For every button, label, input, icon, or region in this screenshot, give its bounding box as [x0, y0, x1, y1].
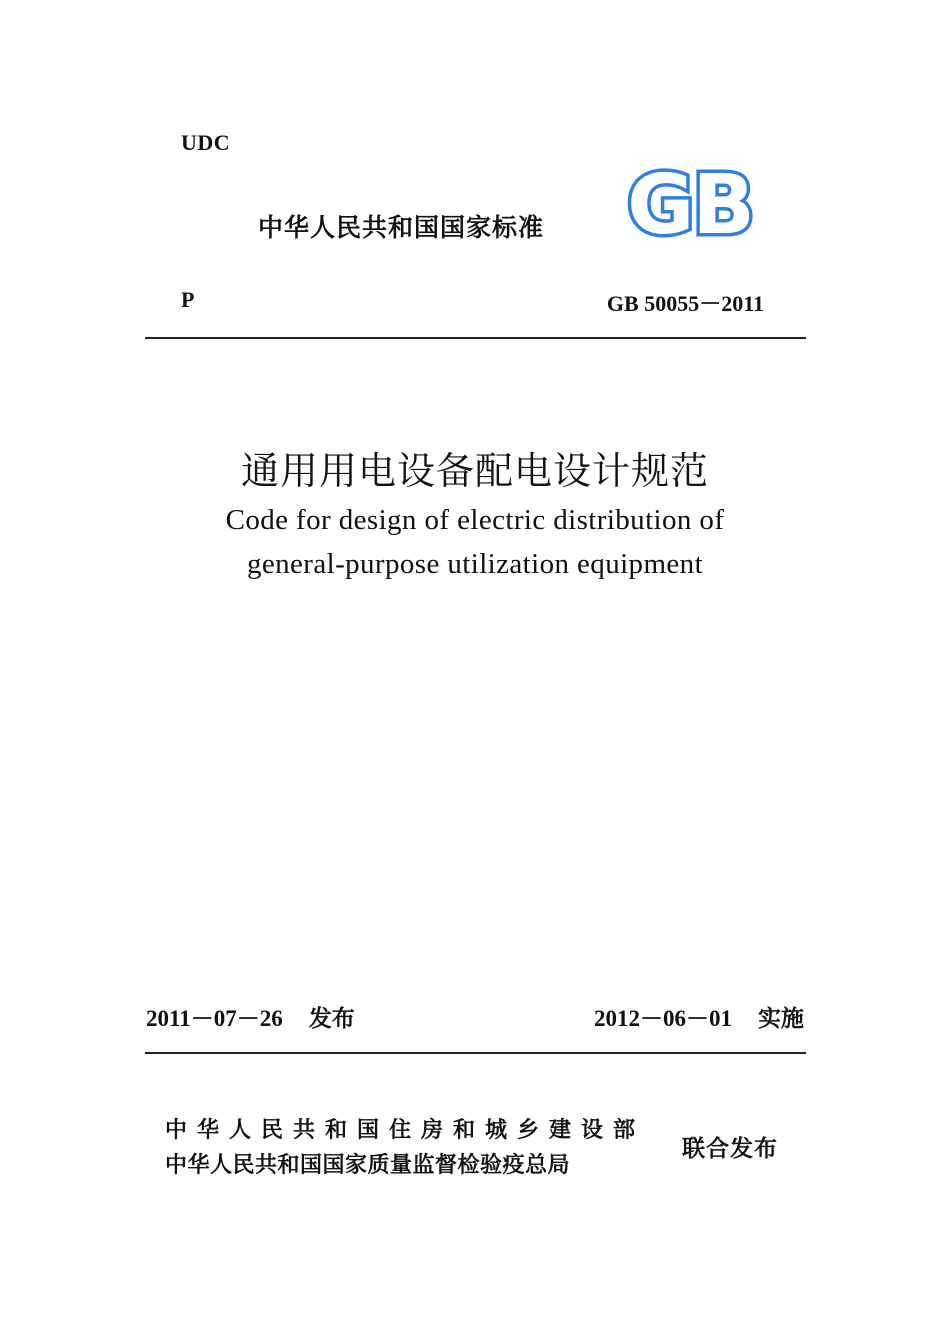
- implement-date-row: [594, 1000, 804, 1033]
- gb-logo-text: GB: [627, 162, 753, 242]
- document-title-zh: 通用用电设备配电设计规范: [240, 449, 709, 493]
- issuer-ministry: 中华人民共和国住房和城乡建设部: [165, 1118, 646, 1143]
- document-title-en-line2: general-purpose utilization equipment: [246, 548, 704, 580]
- issuer-aqsiq: 中华人民共和国国家质量监督检验疫总局: [165, 1153, 571, 1178]
- udc-label: UDC: [181, 130, 231, 155]
- issue-date-row: [146, 1000, 355, 1033]
- bottom-divider: [145, 1052, 806, 1054]
- joint-issue-label: 联合发布: [682, 1136, 778, 1162]
- implement-label: 实施: [758, 1006, 804, 1032]
- classification-code: P: [181, 287, 195, 312]
- document-title-en-line1: Code for design of electric distribution of: [225, 504, 725, 536]
- implement-date: 2012－06－01: [594, 1006, 732, 1031]
- issue-label: 发布: [308, 1006, 355, 1032]
- gb-logo: [620, 162, 760, 242]
- top-divider: [145, 337, 806, 339]
- standard-number: GB 50055－2011: [606, 291, 764, 316]
- issue-date: 2011－07－26: [146, 1006, 283, 1031]
- national-standard-heading: 中华人民共和国国家标准: [258, 213, 545, 242]
